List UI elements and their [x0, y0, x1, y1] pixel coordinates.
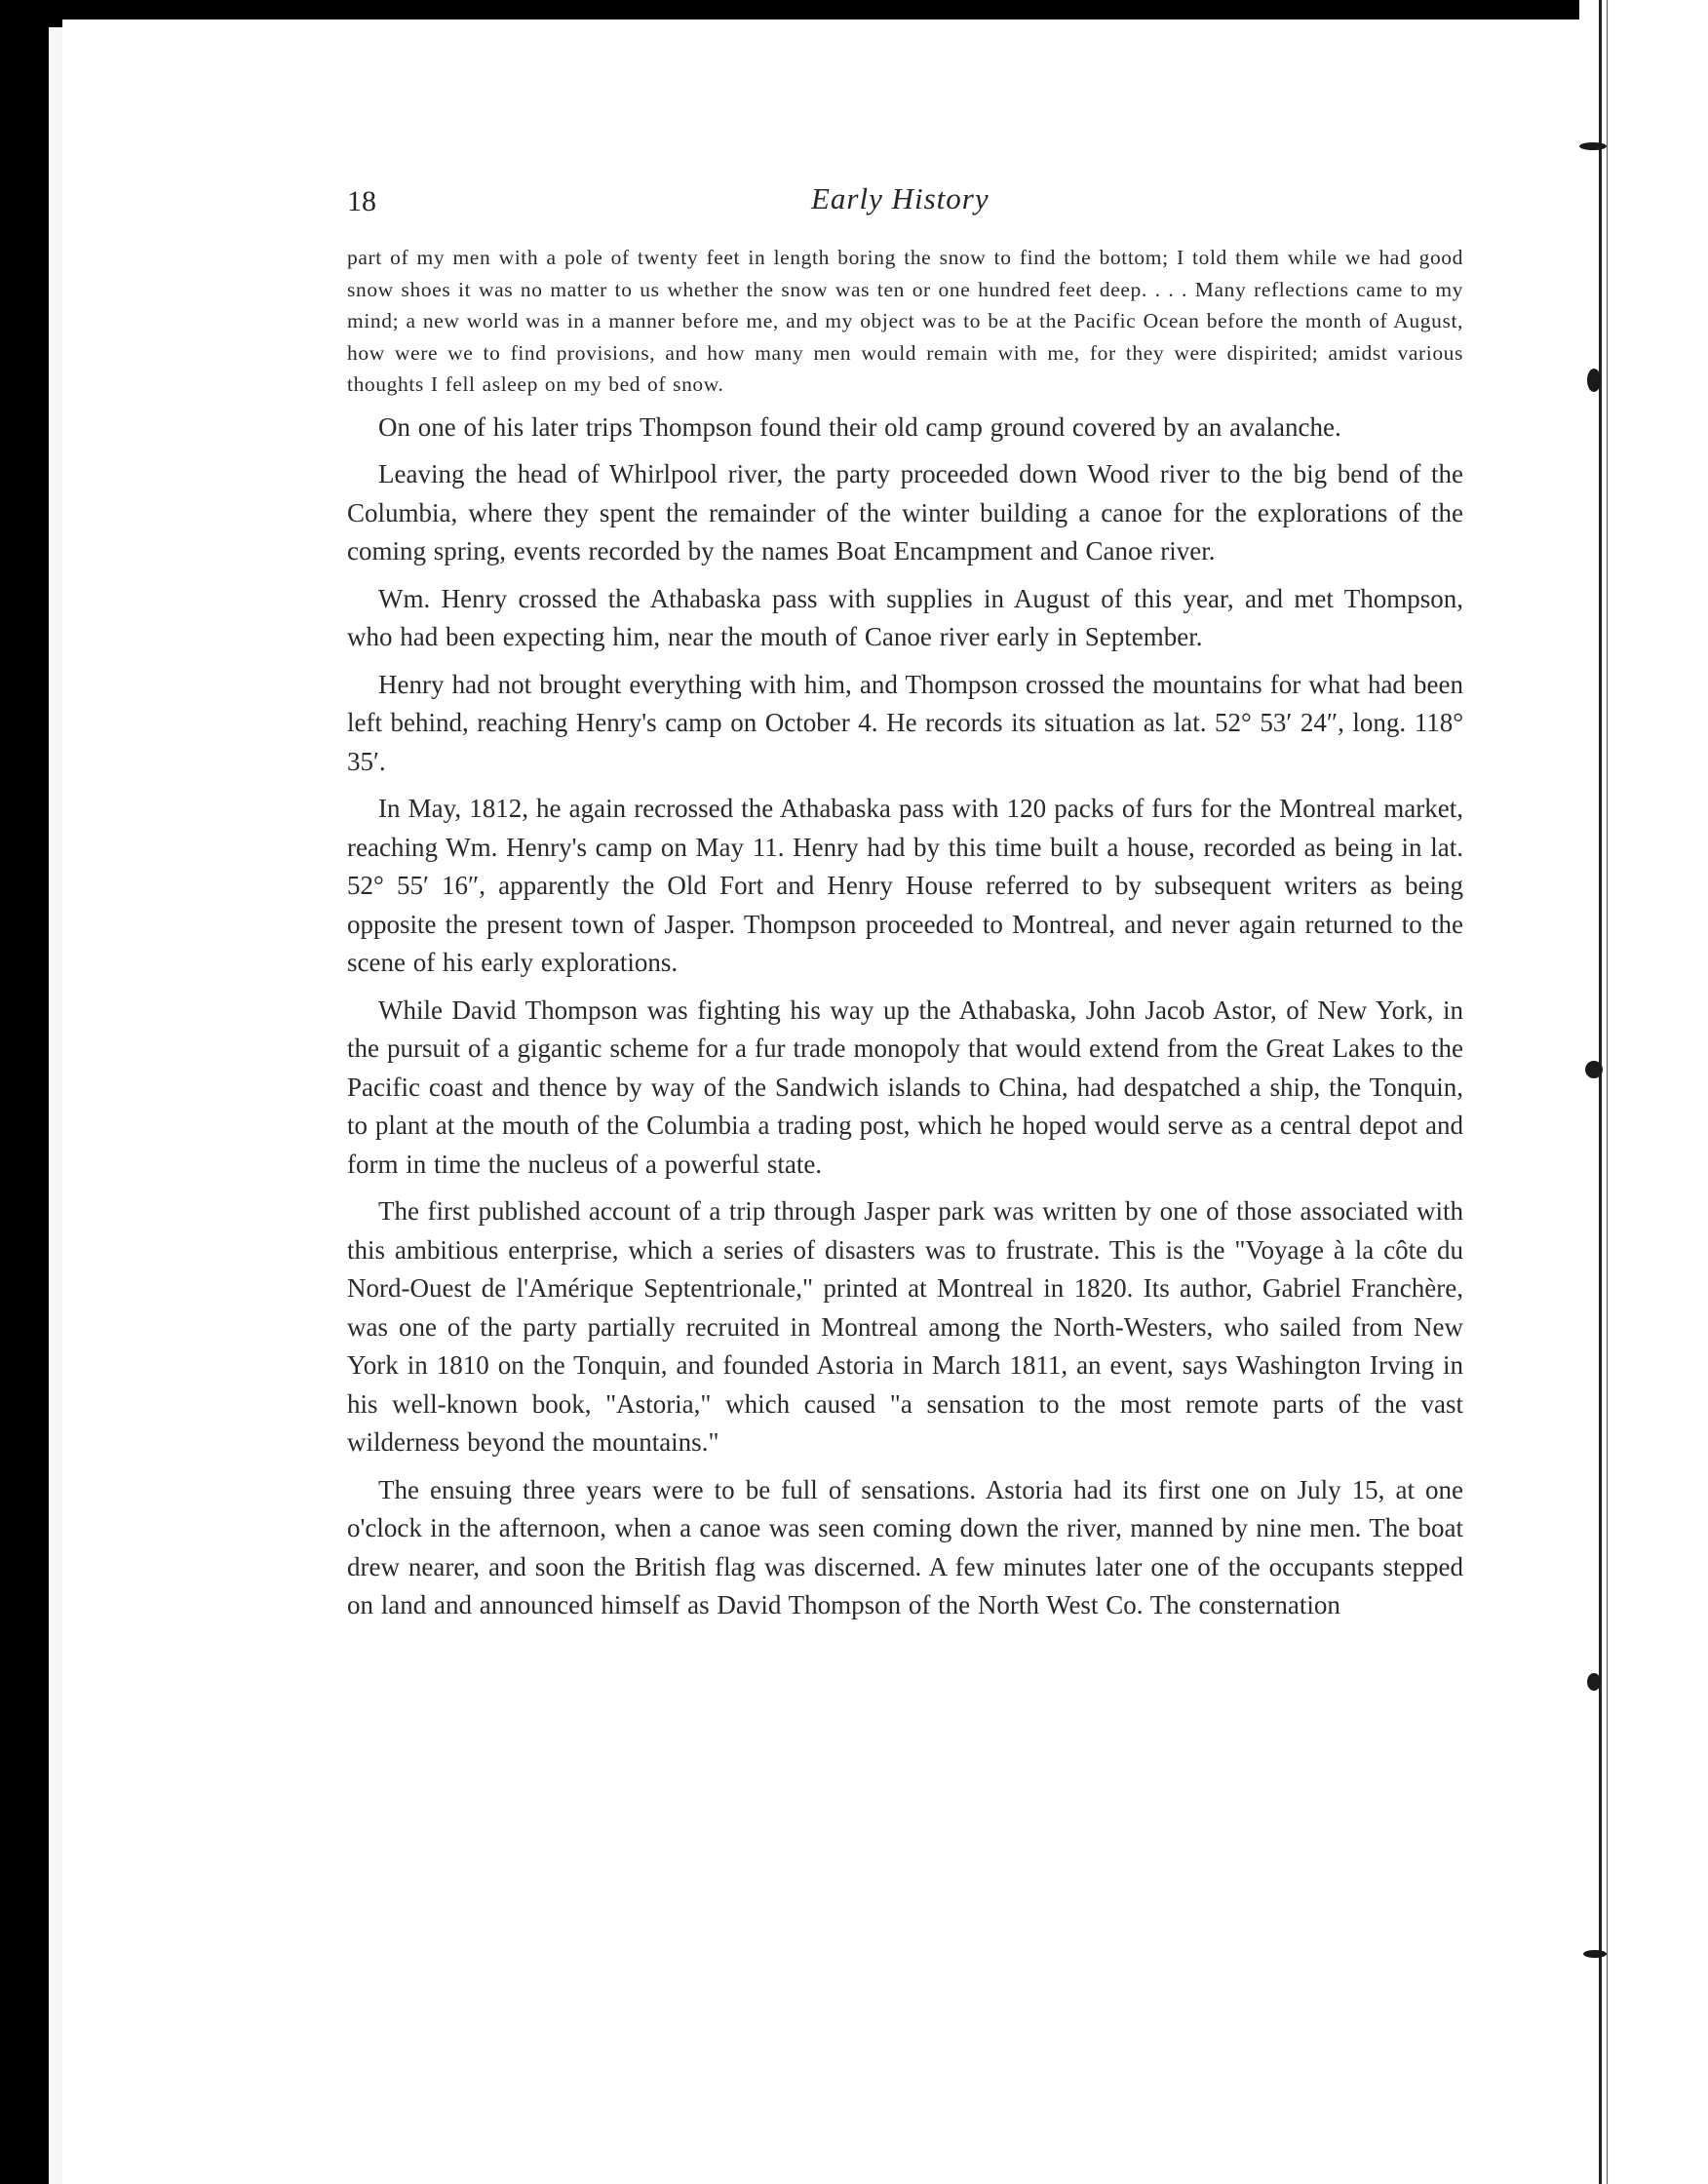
paragraph: The ensuing three years were to be full of sensations. Astoria had its first one on July 15, at one o'clock in the afternoon, when a canoe was seen coming down the river, manned by nine men. The boat drew nearer, and soon the British flag was discerned. A few minutes later one of the occupants stepped on land and announced himself as David Thompson of the North West Co. The consternation — [347, 1474, 1463, 1619]
paragraph: The first published account of a trip through Jasper park was written by one of those associated with this ambitious enterprise, which a series of disasters was to frustrate. This is the "Voyage à la côte du Nord-Ouest de l'Amérique Septentrionale," printed at Montreal in 1820. Its author, Gabriel Franchère, was one of the party partially recruited in Montreal among the North-Westers, who sailed from New York in 1810 on the Tonquin, and founded Astoria in March 1811, an event, says Washington Irving in his well-known book, "Astoria," which caused "a sensation to the most remote parts of the vast wilderness beyond the mountains." — [347, 1196, 1463, 1457]
binding-mark — [1585, 1061, 1603, 1078]
binding-mark — [1583, 1950, 1607, 1958]
paragraph: Leaving the head of Whirlpool river, the party proceeded down Wood river to the big bend of the Columbia, where they spent the remainder of the winter building a canoe for the explorations of the coming spring, events recorded by the names Boat Encampment and Canoe river. — [347, 459, 1463, 566]
paragraph: While David Thompson was fighting his way up the Athabaska, John Jacob Astor, of New York, in the pursuit of a gigantic scheme for a fur trade monopoly that would extend from the Great Lakes to the Pacific coast and thence by way of the Sandwich islands to China, had despatched a ship, the Tonquin, to plant at the mouth of the Columbia a trading post, which he hoped would serve as a central depot and form in time the nucleus of a powerful state. — [347, 994, 1463, 1179]
paragraph: On one of his later trips Thompson found their old camp ground covered by an avalanche. — [378, 411, 1341, 442]
binding-mark — [1587, 1673, 1601, 1691]
paragraph: Wm. Henry crossed the Athabaska pass with supplies in August of this year, and met Thompson, who had been expecting him, near the mouth of Canoe river early in September. — [347, 583, 1463, 651]
binding-mark — [1579, 142, 1607, 150]
binding-edge — [1599, 0, 1602, 2184]
paragraph: In May, 1812, he again recrossed the Athabaska pass with 120 packs of furs for the Montreal market, reaching Wm. Henry's camp on May 11. Henry had by this time built a house, recorded as being in lat. 52° 55′ 16″, apparently the Old Fort and Henry House referred to by subsequent writers as being opposite the present town of Jasper. Thompson proceeded to Montreal, and never again returned to the scene of his early explorations. — [347, 794, 1463, 977]
running-head: Early History — [811, 181, 990, 215]
page-number: 18 — [347, 185, 376, 217]
block-quote: part of my men with a pole of twenty feet in length boring the snow to find the bottom; I told them while we had good snow shoes it was no matter to us whether the snow was ten or one hundred feet deep. . . . Many reflections came to my mind; a new world was in a manner before me, and my object was to be at the Pacific Ocean before the month of August, how were we to find provisions, and how many men would remain with me, for they were dispirited; amidst various thoughts I fell asleep on my bed of snow. — [347, 246, 1463, 396]
page-body — [347, 242, 1463, 1634]
binding-edge-inner — [1607, 0, 1608, 2184]
paragraph: Henry had not brought everything with him, and Thompson crossed the mountains for what had been left behind, reaching Henry's camp on October 4. He records its situation as lat. 52° 53′ 24″, long. 118° 35′. — [347, 669, 1463, 776]
page-header — [347, 181, 1468, 230]
binding-mark — [1587, 369, 1601, 392]
